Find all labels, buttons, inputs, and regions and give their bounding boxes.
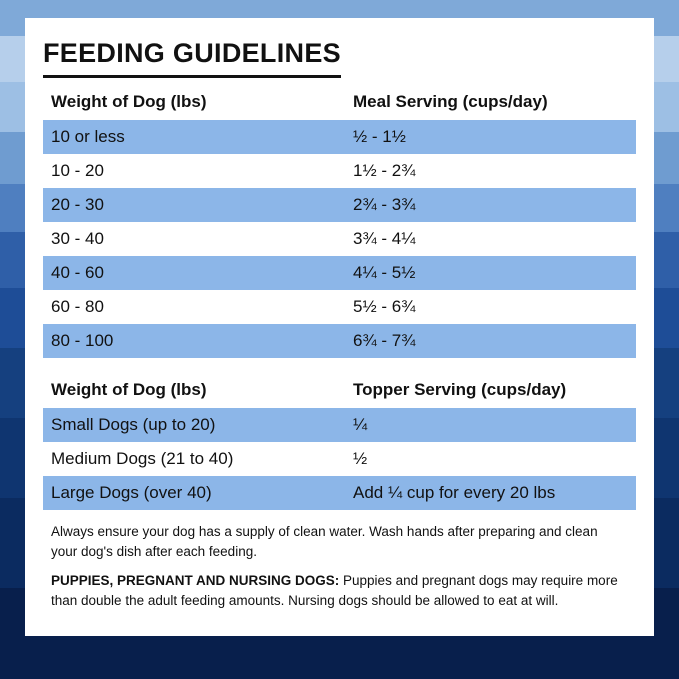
puppies-note-label: PUPPIES, PREGNANT AND NURSING DOGS: <box>51 573 340 589</box>
topper-header-serving: Topper Serving (cups/day) <box>353 380 567 399</box>
meal-serving-table <box>43 84 636 358</box>
puppies-note-text: Puppies and pregnant dogs may require more than double the adult feeding amounts. Nursing dogs should be allowed to eat at will. <box>51 573 618 608</box>
topper-serving-cell: ¼ <box>353 415 368 434</box>
table-row <box>43 154 636 188</box>
table-row <box>43 290 636 324</box>
meal-serving-cell: 6¾ - 7¾ <box>353 331 416 350</box>
meal-weight-cell: 10 - 20 <box>51 161 104 180</box>
meal-header-weight: Weight of Dog (lbs) <box>51 92 207 111</box>
meal-table-body <box>43 120 636 358</box>
topper-header-weight: Weight of Dog (lbs) <box>51 380 207 399</box>
table-spacer <box>43 358 636 372</box>
table-row <box>43 476 636 510</box>
meal-serving-cell: 2¾ - 3¾ <box>353 195 416 214</box>
feeding-guidelines-card <box>25 18 654 636</box>
meal-weight-cell: 60 - 80 <box>51 297 104 316</box>
meal-serving-cell: 3¾ - 4¼ <box>353 229 416 248</box>
table-row <box>43 408 636 442</box>
meal-serving-cell: 1½ - 2¾ <box>353 161 416 180</box>
topper-serving-table <box>43 372 636 510</box>
footnotes <box>43 522 636 610</box>
topper-table-header-row <box>43 372 636 408</box>
table-row <box>43 188 636 222</box>
puppies-note <box>51 571 626 610</box>
meal-weight-cell: 80 - 100 <box>51 331 114 350</box>
water-note: Always ensure your dog has a supply of clean water. Wash hands after preparing and clean your dog's dish after each feeding. <box>51 524 598 559</box>
table-row <box>43 442 636 476</box>
table-row <box>43 222 636 256</box>
meal-serving-cell: ½ - 1½ <box>353 127 406 146</box>
meal-weight-cell: 10 or less <box>51 127 125 146</box>
table-row <box>43 324 636 358</box>
page-title: FEEDING GUIDELINES <box>43 38 341 78</box>
topper-weight-cell: Small Dogs (up to 20) <box>51 415 216 434</box>
topper-weight-cell: Medium Dogs (21 to 40) <box>51 449 234 468</box>
meal-weight-cell: 30 - 40 <box>51 229 104 248</box>
meal-serving-cell: 4¼ - 5½ <box>353 263 416 282</box>
table-row <box>43 120 636 154</box>
meal-weight-cell: 40 - 60 <box>51 263 104 282</box>
meal-header-serving: Meal Serving (cups/day) <box>353 92 548 111</box>
meal-table-header-row <box>43 84 636 120</box>
table-row <box>43 256 636 290</box>
meal-weight-cell: 20 - 30 <box>51 195 104 214</box>
meal-serving-cell: 5½ - 6¾ <box>353 297 416 316</box>
topper-serving-cell: ½ <box>353 449 368 468</box>
topper-serving-cell: Add ¼ cup for every 20 lbs <box>353 483 556 502</box>
topper-table-body <box>43 408 636 510</box>
topper-weight-cell: Large Dogs (over 40) <box>51 483 212 502</box>
